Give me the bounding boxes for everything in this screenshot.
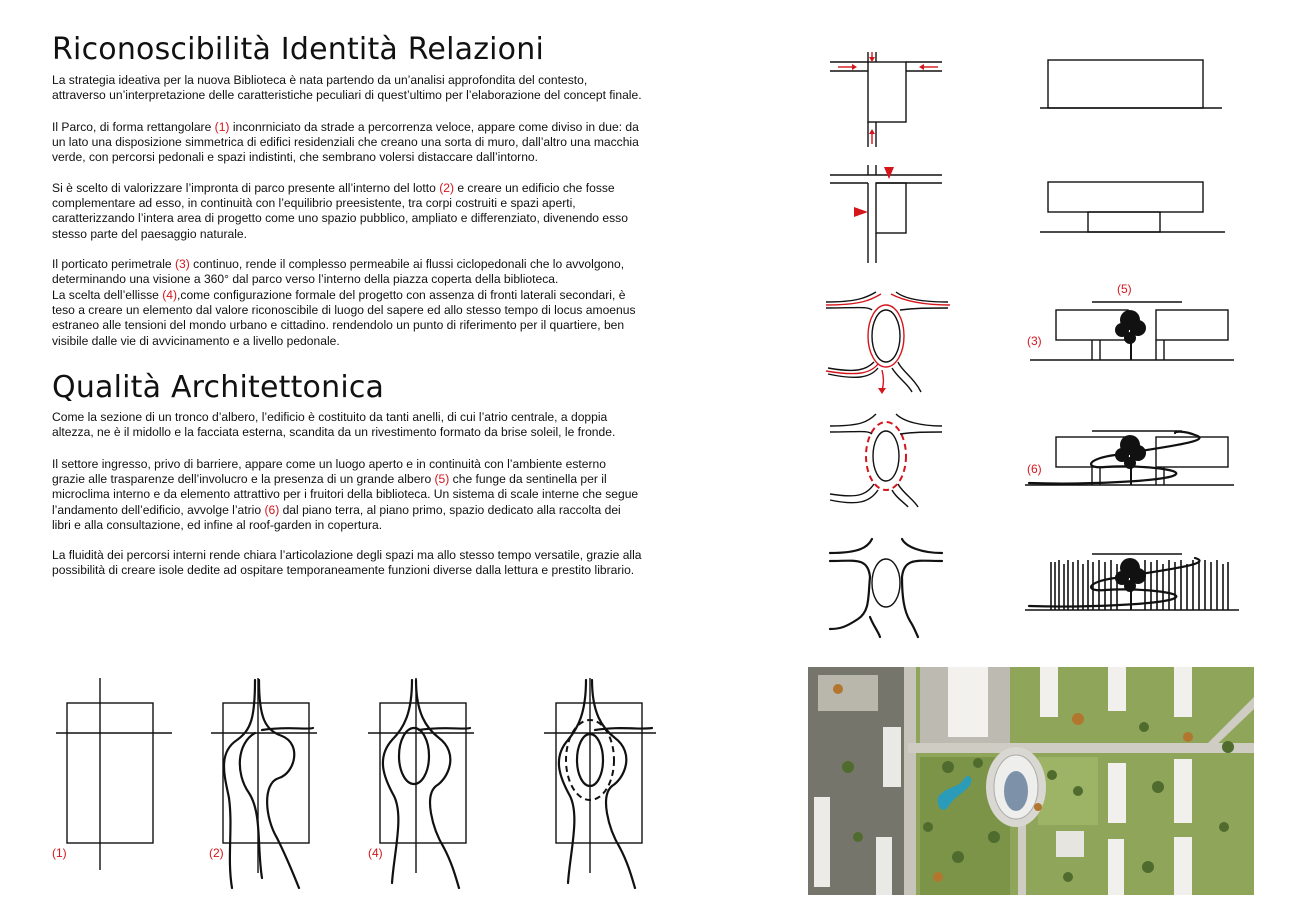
ref-6: (6) [264,502,280,517]
concept-diagram-2 [207,678,317,893]
section-diagram-3 [1030,298,1235,368]
tree-icon [1115,310,1146,360]
ref-3: (3) [175,257,190,271]
section-label-5: (5) [1117,282,1132,296]
plan-diagram-3 [826,288,951,393]
paragraph-parco: Il Parco, di forma rettangolare (1) inconrniciato da strade a percorrenza veloce, appare come diviso in due: da un lato una disposizione simmetrica di edifici residenziali che creano una sorta di muro, dall’altro una macchia verde, con percorsi pedonali e spazi indistinti, che sembrano volersi distaccare dall’intorno. [52,120,639,165]
plan-diagram-5 [830,537,945,637]
tree-icon [1115,558,1146,610]
plan-diagram-2 [830,165,945,265]
section-label-6: (6) [1027,462,1042,476]
section-title-qualita: Qualità Architettonica [52,370,385,405]
paragraph-tronco: Come la sezione di un tronco d’albero, l’edificio è costituito da tanti anelli, di cui l’atrio centrale, a doppia altezza, ne è il midollo e la facciata esterna, scandita da un rivestimento formato da brise soleil, le fronde. [52,410,616,440]
section-diagram-5 [1025,548,1240,618]
aerial-site-plan [808,667,1254,895]
section-diagram-4 [1025,425,1235,495]
paragraph-impronta: Si è scelto di valorizzare l’impronta di parco presente all’interno del lotto (2) e creare un edificio che fosse complementare ad esso, in continuità con l’equilibrio preesistente, tra corpi costruiti e spazi aperti, caratterizzando l’intera area di progetto come uno spazio pubblico, ampliato e differenziato, divenendo esso stesso parte del paesaggio naturale. [52,181,628,241]
section-label-3: (3) [1027,334,1042,348]
paragraph-intro: La strategia ideativa per la nuova Biblioteca è nata partendo da un’analisi approfondita del contesto, attraverso un’interpretazione delle caratteristiche peculiari di quest’ultimo per l’elaborazione del concept finale. [52,73,642,103]
paragraph-porticato: Il porticato perimetrale (3) continuo, rende il complesso permeabile ai flussi ciclopedonali che lo avvolgono, determinando una visione a 360° dal parco verso l’interno della piazza coperta della biblioteca. [52,257,625,287]
diagram-label-4: (4) [368,846,383,860]
paragraph-fluidita: La fluidità dei percorsi interni rende chiara l’articolazione degli spazi ma allo stesso tempo versatile, grazie alla possibilità di creare isole dedite ad ospitare temporaneamente funzioni diverse dalla lettura e prestito librario. [52,548,642,578]
paragraph-ellisse: La scelta dell’ellisse (4),come configurazione formale del progetto con assenza di fronti laterali secondari, è teso a creare un elemento dal valore riconoscibile di luogo del sapere ed allo stesso tempo di locus amoenus estraneo alle tensioni del mondo urbano e cittadino. rendendolo un punto di riferimento per il quartiere, ben visibile dalle vie di avvicinamento e a livello pedonale. [52,288,636,348]
diagram-label-1: (1) [52,846,67,860]
ref-1: (1) [214,120,230,134]
ref-4: (4) [162,288,178,302]
section-title-riconoscibilita: Riconoscibilità Identità Relazioni [52,32,544,67]
concept-diagram-5 [540,678,660,893]
paragraph-ingresso: Il settore ingresso, privo di barriere, appare come un luogo aperto e in continuità con l’ambiente esterno grazie alle trasparenze dell’involucro e la presenza di un grande albero (5) che funge da sentinella per il microclima interno e da elemento attrattivo per i fruitori della biblioteca. Un sistema di scale interne che segue l’andamento dell’edificio, avvolge l’atrio (6) dal piano terra, al piano primo, spazio dedicato alla raccolta dei libri e alla consultazione, ed infine al roof-garden in copertura. [52,457,639,532]
diagram-label-2: (2) [209,846,224,860]
concept-diagram-4 [364,678,474,893]
concept-diagram-1 [50,678,180,878]
section-diagram-2 [1040,180,1225,240]
plan-diagram-1 [830,52,945,147]
section-diagram-1 [1040,58,1220,113]
ref-2: (2) [439,181,454,195]
plan-diagram-4 [830,412,945,507]
tree-icon [1115,435,1146,485]
ref-5: (5) [434,472,450,487]
